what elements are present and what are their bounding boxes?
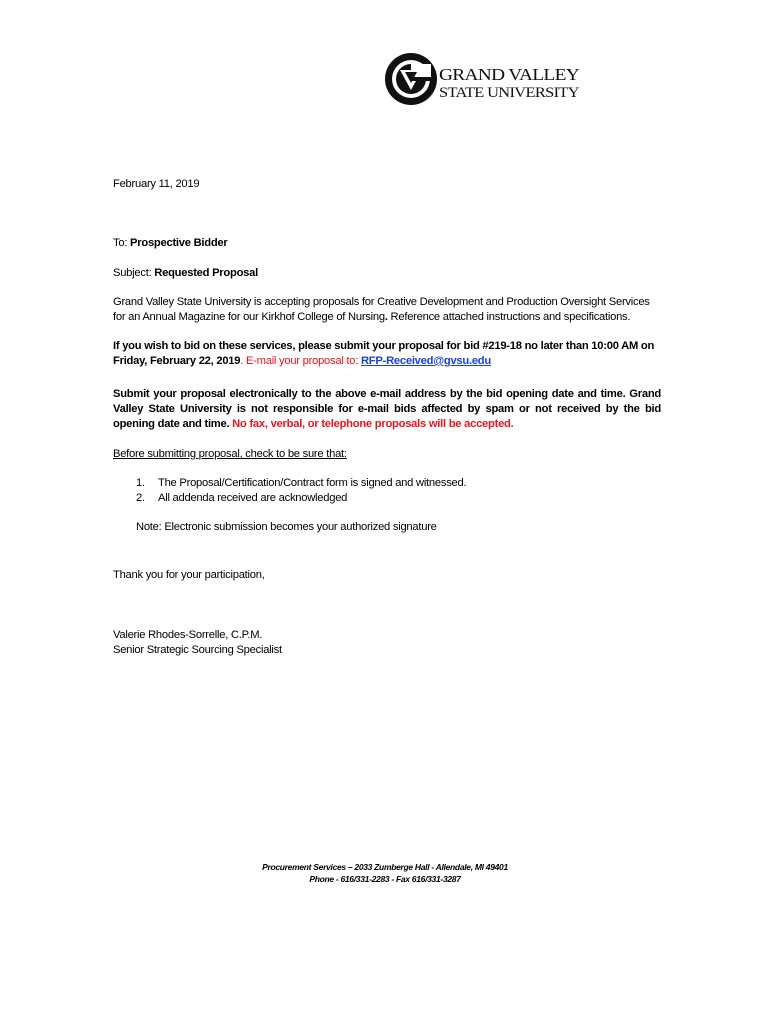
submission-notice-red: No fax, verbal, or telephone proposals will be accepted. — [229, 418, 514, 430]
list-item-number: 1. — [136, 477, 145, 489]
intro-text-1: Grand Valley State University is accepting proposals for Creative Development and Production Oversight Services for an Annual Magazine for our Kirkhof College of Nursing — [113, 296, 650, 323]
to-value: Prospective Bidder — [130, 237, 228, 249]
closing-line: Thank you for your participation, — [113, 569, 265, 581]
list-item-number: 2. — [136, 492, 145, 504]
bid-instructions-red: . E-mail your proposal to: — [240, 355, 361, 367]
bid-instructions-text: If you wish to bid on these services, please submit your proposal for bid #219-18 no later than 10:00 AM on Friday, February 22, 2019 — [113, 340, 655, 367]
checklist-heading: Before submitting proposal, check to be sure that: — [113, 448, 347, 460]
submission-notice — [113, 387, 661, 432]
intro-period: . — [384, 311, 388, 323]
list-item — [136, 491, 347, 506]
letter-date: February 11, 2019 — [113, 178, 200, 190]
logo-line-2: STATE UNIVERSITY — [439, 85, 580, 101]
intro-text-2: Reference attached instructions and specifications. — [387, 311, 631, 323]
to-line — [113, 236, 661, 251]
university-logo — [384, 50, 584, 110]
subject-line — [113, 266, 661, 281]
rfp-email-link[interactable]: RFP-Received@gvsu.edu — [360, 355, 491, 367]
footer-phone: Phone - 616/331-2283 - Fax 616/331-3287 — [309, 874, 461, 884]
submission-notice-text: Submit your proposal electronically to the above e-mail address by the bid opening date and time. Grand Valley State University is not responsible for e-mail bids affected by spam or not received by the bid opening date and time. — [113, 388, 661, 430]
gvsu-g-logo-icon — [385, 53, 437, 105]
intro-paragraph — [113, 295, 661, 325]
to-label: To: — [113, 237, 128, 249]
subject-label: Subject: — [113, 267, 152, 279]
list-item-text: All addenda received are acknowledged — [158, 492, 348, 504]
signature-note: Note: Electronic submission becomes your authorized signature — [136, 521, 437, 533]
list-item — [136, 476, 466, 491]
list-item-text: The Proposal/Certification/Contract form is signed and witnessed. — [158, 477, 467, 489]
signature-name: Valerie Rhodes-Sorrelle, C.P.M. — [113, 629, 263, 641]
signature-title: Senior Strategic Sourcing Specialist — [113, 644, 282, 656]
footer-address: Procurement Services – 2033 Zumberge Hall - Allendale, MI 49401 — [262, 862, 508, 872]
subject-value: Requested Proposal — [154, 267, 258, 279]
logo-line-1: GRAND VALLEY — [439, 65, 580, 84]
bid-instructions — [113, 339, 661, 369]
